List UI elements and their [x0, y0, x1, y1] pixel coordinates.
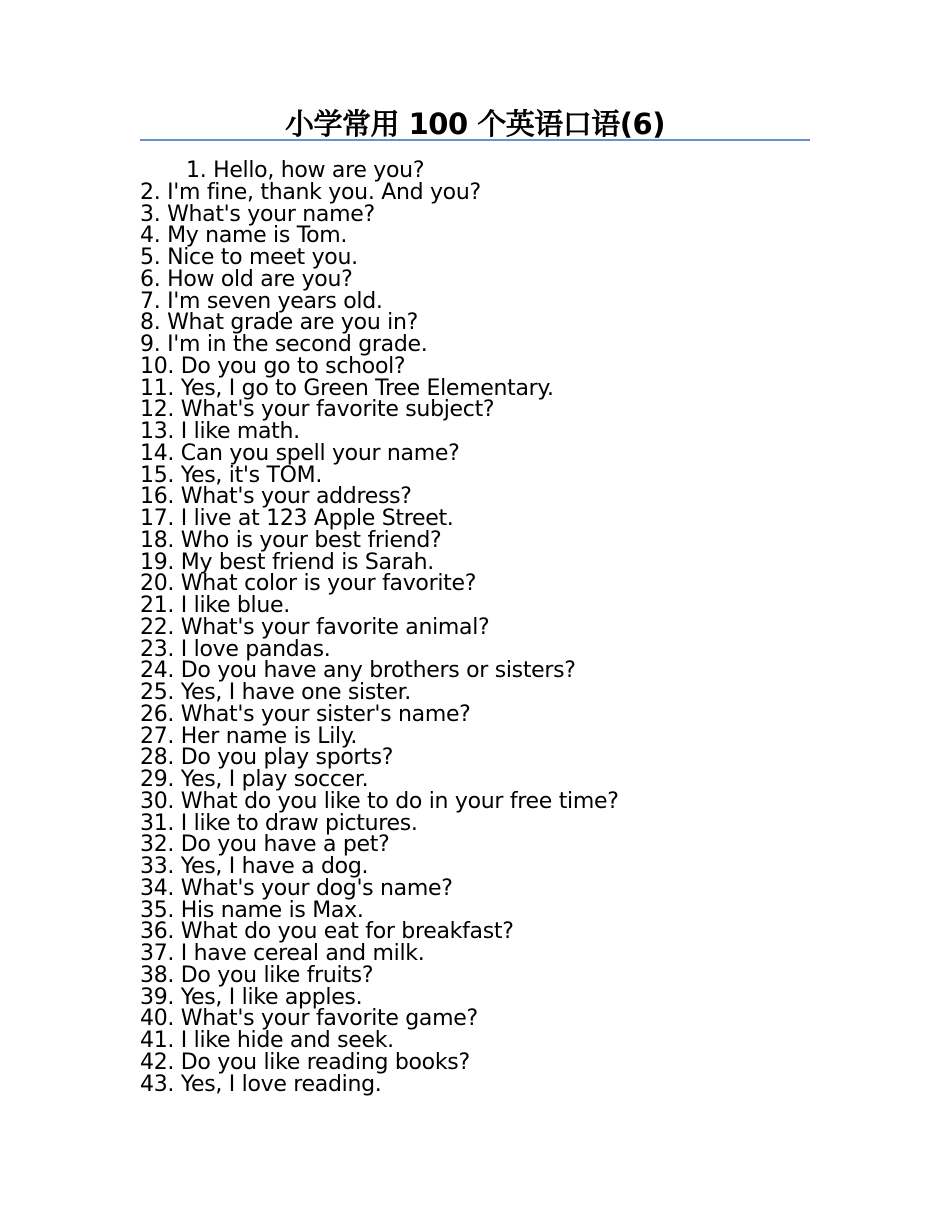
- phrase-line: 42. Do you like reading books?: [140, 1049, 470, 1075]
- phrase-line: 21. I like blue.: [140, 593, 290, 618]
- phrase-line: 26. What's your sister's name?: [140, 701, 471, 727]
- phrase-line: 35. His name is Max.: [140, 897, 364, 923]
- phrase-line: 9. I'm in the second grade.: [140, 332, 428, 357]
- phrase-line: 16. What's your address?: [140, 484, 412, 510]
- phrase-line: 14. Can you spell your name?: [140, 440, 460, 466]
- phrase-line: 24. Do you have any brothers or sisters?: [140, 658, 576, 684]
- phrase-line: 2. I'm fine, thank you. And you?: [140, 179, 481, 205]
- phrase-line: 32. Do you have a pet?: [140, 832, 390, 858]
- phrase-line: 22. What's your favorite animal?: [140, 614, 490, 640]
- document-title: 小学常用 100 个英语口语(6): [285, 107, 665, 141]
- phrase-line: 37. I have cereal and milk.: [140, 941, 425, 966]
- phrase-line: 10. Do you go to school?: [140, 353, 406, 379]
- phrase-line: 5. Nice to meet you.: [140, 245, 358, 270]
- title-underline: [140, 139, 810, 141]
- phrase-line: 38. Do you like fruits?: [140, 962, 374, 988]
- phrase-line: 11. Yes, I go to Green Tree Elementary.: [140, 375, 554, 401]
- phrase-line: 39. Yes, I like apples.: [140, 984, 363, 1010]
- phrase-line: 1. Hello, how are you?: [186, 158, 425, 183]
- phrase-list: [140, 160, 619, 1095]
- phrase-line: 4. My name is Tom.: [140, 223, 348, 249]
- phrase-line: 7. I'm seven years old.: [140, 288, 383, 314]
- phrase-line: 12. What's your favorite subject?: [140, 397, 495, 423]
- phrase-line: 27. Her name is Lily.: [140, 723, 358, 749]
- phrase-line: 36. What do you eat for breakfast?: [140, 919, 514, 945]
- phrase-line: 8. What grade are you in?: [140, 310, 418, 336]
- phrase-line: 33. Yes, I have a dog.: [140, 854, 369, 879]
- phrase-line: 3. What's your name?: [140, 201, 375, 227]
- phrase-line: 31. I like to draw pictures.: [140, 810, 418, 836]
- phrase-line: 34. What's your dog's name?: [140, 875, 453, 901]
- phrase-line: 23. I love pandas.: [140, 636, 331, 662]
- phrase-line: 40. What's your favorite game?: [140, 1006, 478, 1032]
- phrase-line: 30. What do you like to do in your free time?: [140, 788, 619, 814]
- phrase-line: 20. What color is your favorite?: [140, 571, 477, 597]
- phrase-line: 28. Do you play sports?: [140, 745, 394, 771]
- phrase-line: 43. Yes, I love reading.: [140, 1071, 382, 1097]
- phrase-line: 25. Yes, I have one sister.: [140, 680, 411, 705]
- phrase-line: 17. I live at 123 Apple Street.: [140, 506, 454, 531]
- phrase-line: 29. Yes, I play soccer.: [140, 767, 369, 792]
- phrase-line: 13. I like math.: [140, 419, 300, 444]
- phrase-line: 19. My best friend is Sarah.: [140, 549, 434, 575]
- phrase-line: 6. How old are you?: [140, 266, 353, 292]
- phrase-line: 41. I like hide and seek.: [140, 1028, 394, 1053]
- phrase-line: 18. Who is your best friend?: [140, 527, 442, 553]
- phrase-line: 15. Yes, it's TOM.: [140, 462, 323, 488]
